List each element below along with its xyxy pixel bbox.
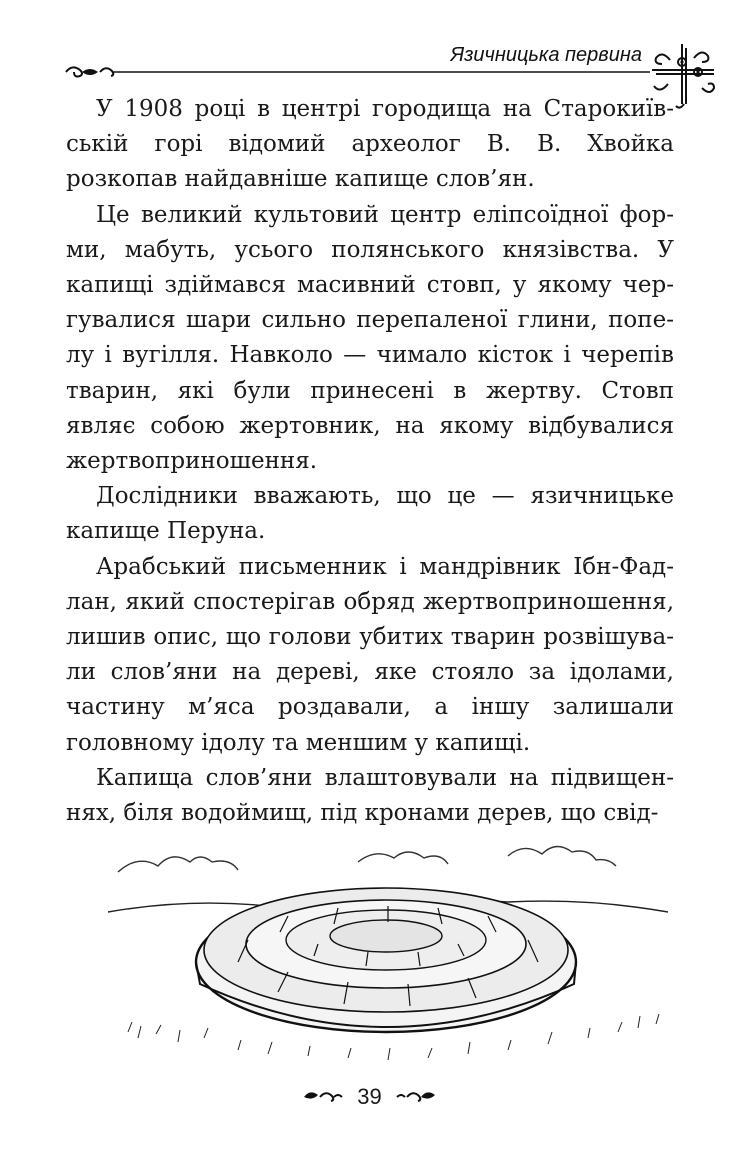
page-footer — [0, 1084, 739, 1124]
paragraph-1: У 1908 році в центрі городища на Старокиївській горі відомий археолог В. В. Хвойка розкопав найдавніше капище слов’ян. — [66, 96, 674, 193]
header-title: Язичницька первина — [450, 44, 642, 66]
footer-right-ornament-icon — [395, 1087, 439, 1107]
main-text — [66, 92, 674, 831]
sanctuary-illustration — [108, 832, 668, 1064]
paragraph-5: Капища слов’яни влаштовували на підвищеннях, біля водоймищ, під кронами дерев, що свід- — [66, 764, 674, 827]
paragraph-2: Це великий культовий центр еліпсоїдної форми, мабуть, усього полянського князівства. У капищі здіймався масивний стовп, у якому чергувалися шари сильно перепаленої глини, попелу і вугілля. Навколо — чимало кісток і черепів тварин, які були принесені в жертву. Стовп являє собою жертовник, на якому відбувалися жертвоприношення. — [66, 201, 674, 475]
footer-left-ornament-icon — [300, 1087, 344, 1107]
paragraph-3: Дослідники вважають, що це — язичницьке капище Перуна. — [66, 483, 674, 545]
paragraph-4: Арабський письменник і мандрівник Ібн-Фадлан, який спостерігав обряд жертвоприношення, лишив опис, що голови убитих тварин розвішували слов’яни на дереві, яке стояло за ідолами, частину м’яса роздавали, а іншу залишали головному ідолу та меншим у капищі. — [66, 553, 674, 756]
page-number: 39 — [357, 1084, 382, 1109]
